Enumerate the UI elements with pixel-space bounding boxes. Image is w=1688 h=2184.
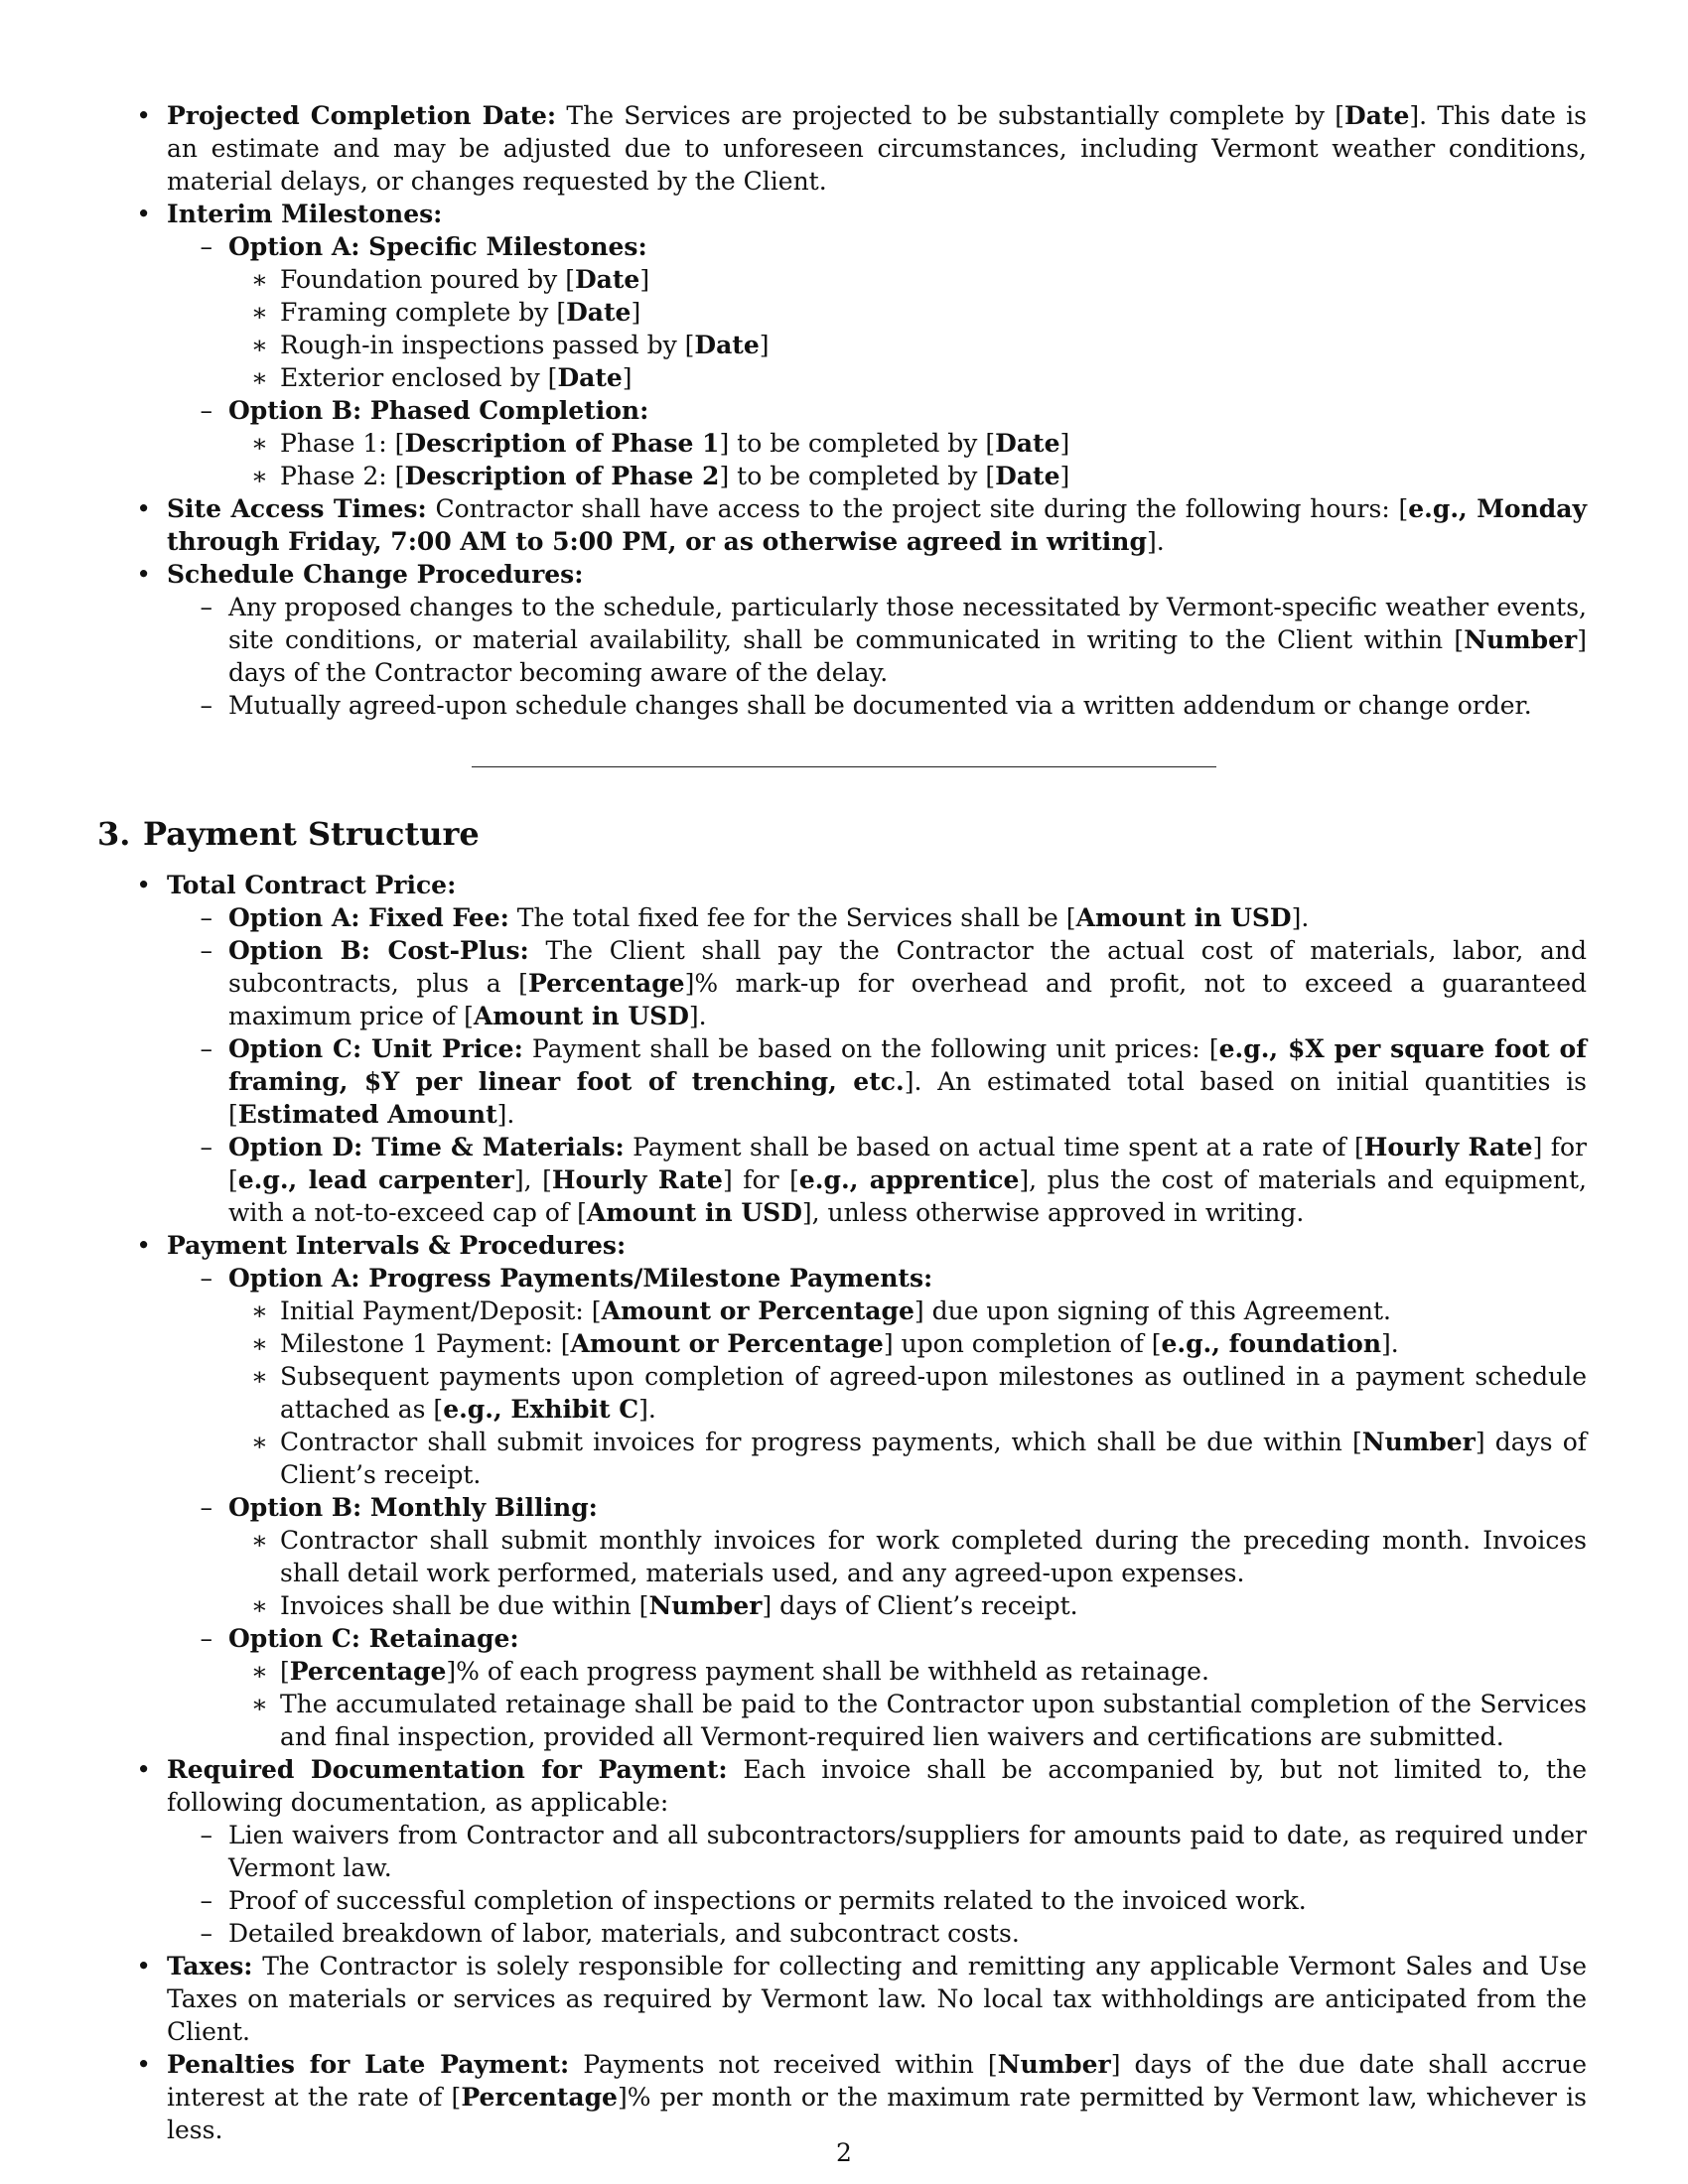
section-heading (97, 812, 480, 856)
star-marker: ∗ (251, 331, 268, 359)
bullet-marker: • (136, 2050, 151, 2079)
horizontal-rule (472, 766, 1216, 767)
star-marker: ∗ (251, 1428, 268, 1456)
schedule-list (97, 99, 1587, 722)
item-label: Projected Completion Date: (167, 101, 557, 130)
bullet-marker: • (136, 1231, 151, 1260)
star-marker: ∗ (251, 1362, 268, 1391)
star-marker: ∗ (251, 298, 268, 327)
bullet-marker: • (136, 494, 151, 523)
list-item: ∗ Rough-in inspections passed by [Date] (228, 329, 1587, 361)
star-marker: ∗ (251, 1690, 268, 1718)
list-item: ∗ Phase 2: [Description of Phase 2] to be completed by [Date] (228, 460, 1587, 492)
section-number: 3. (97, 815, 131, 853)
item-label: Required Documentation for Payment: (167, 1755, 728, 1784)
dash-marker: – (200, 1624, 212, 1653)
schedule-section-continued (97, 99, 1587, 722)
list-item: ∗ [Percentage]% of each progress payment shall be withheld as retainage. (228, 1655, 1587, 1688)
list-item-fixed-fee: – Option A: Fixed Fee: The total fixed fee for the Services shall be [Amount in USD]. (167, 901, 1587, 934)
list-item: ∗ Framing complete by [Date] (228, 296, 1587, 329)
list-item-late-payment-penalties: • Penalties for Late Payment: Payments not received within [Number] days of the due date shall accrue interest at the rate of [Percentage]% per month or the maximum rate permitted by Vermont law, whichever is less. (97, 2048, 1587, 2146)
list-item: – Any proposed changes to the schedule, particularly those necessitated by Vermont-specific weather events, site conditions, or material availability, shall be communicated in writing to the Client within [Number] days of the Contractor becoming aware of the delay. (167, 591, 1587, 689)
star-marker: ∗ (251, 429, 268, 458)
list-item-payment-intervals (97, 1229, 1587, 1753)
sublist (167, 1819, 1587, 1950)
list-item: ∗ Phase 1: [Description of Phase 1] to be completed by [Date] (228, 427, 1587, 460)
dash-marker: – (200, 903, 212, 932)
list-item: ∗ Invoices shall be due within [Number] days of Client’s receipt. (228, 1589, 1587, 1622)
sublist (167, 901, 1587, 1229)
list-item: – Proof of successful completion of inspections or permits related to the invoiced work. (167, 1884, 1587, 1917)
item-label: Total Contract Price: (167, 871, 457, 899)
item-label: Schedule Change Procedures: (167, 560, 584, 589)
list-item-taxes: • Taxes: The Contractor is solely responsible for collecting and remitting any applicable Vermont Sales and Use Taxes on materials or services as required by Vermont law. No local tax withholdings are anticipated from the Client. (97, 1950, 1587, 2048)
list-item: ∗ Subsequent payments upon completion of agreed-upon milestones as outlined in a payment schedule attached as [e.g., Exhibit C]. (228, 1360, 1587, 1426)
list-item: ∗ Initial Payment/Deposit: [Amount or Percentage] due upon signing of this Agreement. (228, 1295, 1587, 1327)
list-item-cost-plus: – Option B: Cost-Plus: The Client shall pay the Contractor the actual cost of materials, labor, and subcontracts, plus a [Percentage]% mark-up for overhead and profit, not to exceed a guaranteed maximum price of [Amount in USD]. (167, 934, 1587, 1032)
list-item: ∗ Contractor shall submit monthly invoices for work completed during the preceding month. Invoices shall detail work performed, materials used, and any agreed-upon expenses. (228, 1524, 1587, 1589)
list-item-interim-milestones (97, 198, 1587, 492)
dash-marker: – (200, 1919, 212, 1948)
list-item-progress-payments: – Option A: Progress Payments/Milestone Payments: ∗ Initial Payment/Deposit: [Amount or Percentage] due upon signing of this Agreement. ∗ Milestone 1 Payment: [Amount or Percentage] upon completion of [e.g., foundation]. ∗ Subsequent payments upon completion of agreed-upon milestones as outlined in a payment schedule attached as [e.g., Exhibit C]. ∗ Contractor shall submit invoices for progress payments, which shall be due within [Number] days of Client’s receipt. (167, 1262, 1587, 1491)
dash-marker: – (200, 1034, 212, 1063)
list-item-site-access: • Site Access Times: Contractor shall have access to the project site during the following hours: [e.g., Monday through Friday, 7:00 AM to 5:00 PM, or as otherwise agreed in writing]. (97, 492, 1587, 558)
list-item: – Mutually agreed-upon schedule changes shall be documented via a written addendum or change order. (167, 689, 1587, 722)
list-item-time-materials: – Option D: Time & Materials: Payment shall be based on actual time spent at a rate of [Hourly Rate] for [e.g., lead carpenter], [Hourly Rate] for [e.g., apprentice], plus the cost of materials and equipment, with a not-to-exceed cap of [Amount in USD], unless otherwise approved in writing. (167, 1131, 1587, 1229)
bullet-marker: • (136, 1952, 151, 1980)
list-item-monthly-billing: – Option B: Monthly Billing: ∗ Contractor shall submit monthly invoices for work completed during the preceding month. Invoices shall detail work performed, materials used, and any agreed-upon expenses. ∗ Invoices shall be due within [Number] days of Client’s receipt. (167, 1491, 1587, 1622)
list-item: – Lien waivers from Contractor and all subcontractors/suppliers for amounts paid to date, as required under Vermont law. (167, 1819, 1587, 1884)
list-item: ∗ Exterior enclosed by [Date] (228, 361, 1587, 394)
sublist (167, 591, 1587, 722)
dash-marker: – (200, 232, 212, 261)
list-item-required-documentation: • Required Documentation for Payment: Each invoice shall be accompanied by, but not limited to, the following documentation, as applicable: – Lien waivers from Contractor and all subcontractors/suppliers for amounts paid to date, as required under Vermont law. – Proof of successful completion of inspections or permits related to the invoiced work. – Detailed breakdown of labor, materials, and subcontract costs. (97, 1753, 1587, 1950)
bullet-marker: • (136, 200, 151, 228)
list-item-option-a-milestones: – Option A: Specific Milestones: ∗ Foundation poured by [Date] ∗ Framing complete by [Date] ∗ Rough-in inspections passed by [Date] ∗ Exterior enclosed by [Date] (167, 230, 1587, 394)
item-label: Penalties for Late Payment: (167, 2050, 570, 2079)
star-marker: ∗ (251, 1591, 268, 1620)
dash-marker: – (200, 396, 212, 425)
payment-list (97, 869, 1587, 2146)
dash-marker: – (200, 936, 212, 965)
star-marker: ∗ (251, 265, 268, 294)
list-item: ∗ Foundation poured by [Date] (228, 263, 1587, 296)
item-label: Interim Milestones: (167, 200, 443, 228)
bullet-marker: • (136, 871, 151, 899)
list-item: – Detailed breakdown of labor, materials, and subcontract costs. (167, 1917, 1587, 1950)
payment-structure-section (97, 869, 1587, 2146)
dash-marker: – (200, 1493, 212, 1522)
item-label: Site Access Times: (167, 494, 427, 523)
star-marker: ∗ (251, 1657, 268, 1686)
star-marker: ∗ (251, 462, 268, 490)
list-item: ∗ Contractor shall submit invoices for progress payments, which shall be due within [Number] days of Client’s receipt. (228, 1426, 1587, 1491)
dash-marker: – (200, 1886, 212, 1915)
star-marker: ∗ (251, 363, 268, 392)
list-item-retainage: – Option C: Retainage: ∗ [Percentage]% of each progress payment shall be withheld as retainage. ∗ The accumulated retainage shall be paid to the Contractor upon substantial completion of the Services and final inspection, provided all Vermont-required lien waivers and certifications are submitted. (167, 1622, 1587, 1753)
list-item-projected-completion: • Projected Completion Date: The Services are projected to be substantially complete by [Date]. This date is an estimate and may be adjusted due to unforeseen circumstances, including Vermont weather conditions, material delays, or changes requested by the Client. (97, 99, 1587, 198)
sublist (167, 230, 1587, 492)
dash-marker: – (200, 593, 212, 621)
dash-marker: – (200, 1264, 212, 1293)
list-item-unit-price: – Option C: Unit Price: Payment shall be based on the following unit prices: [e.g., $X per square foot of framing, $Y per linear foot of trenching, etc.]. An estimated total based on initial quantities is [Estimated Amount]. (167, 1032, 1587, 1131)
list-item-schedule-change (97, 558, 1587, 722)
bullet-marker: • (136, 1755, 151, 1784)
dash-marker: – (200, 1821, 212, 1849)
star-marker: ∗ (251, 1297, 268, 1325)
list-item-total-contract-price (97, 869, 1587, 1229)
item-label: Payment Intervals & Procedures: (167, 1231, 627, 1260)
star-marker: ∗ (251, 1526, 268, 1555)
list-item: ∗ The accumulated retainage shall be paid to the Contractor upon substantial completion of the Services and final inspection, provided all Vermont-required lien waivers and certifications are submitted. (228, 1688, 1587, 1753)
sublist (228, 1295, 1587, 1491)
list-item-option-b-phased: – Option B: Phased Completion: ∗ Phase 1: [Description of Phase 1] to be completed by [Date] ∗ Phase 2: [Description of Phase 2] to be completed by [Date] (167, 394, 1587, 492)
dash-marker: – (200, 1133, 212, 1161)
sublist (167, 1262, 1587, 1753)
sublist (228, 1524, 1587, 1622)
sublist (228, 263, 1587, 394)
sublist (228, 427, 1587, 492)
bullet-marker: • (136, 560, 151, 589)
star-marker: ∗ (251, 1329, 268, 1358)
page-number: 2 (836, 2138, 852, 2167)
dash-marker: – (200, 691, 212, 720)
section-title: Payment Structure (143, 815, 480, 853)
item-label: Taxes: (167, 1952, 253, 1980)
list-item: ∗ Milestone 1 Payment: [Amount or Percentage] upon completion of [e.g., foundation]. (228, 1327, 1587, 1360)
bullet-marker: • (136, 101, 151, 130)
sublist (228, 1655, 1587, 1753)
